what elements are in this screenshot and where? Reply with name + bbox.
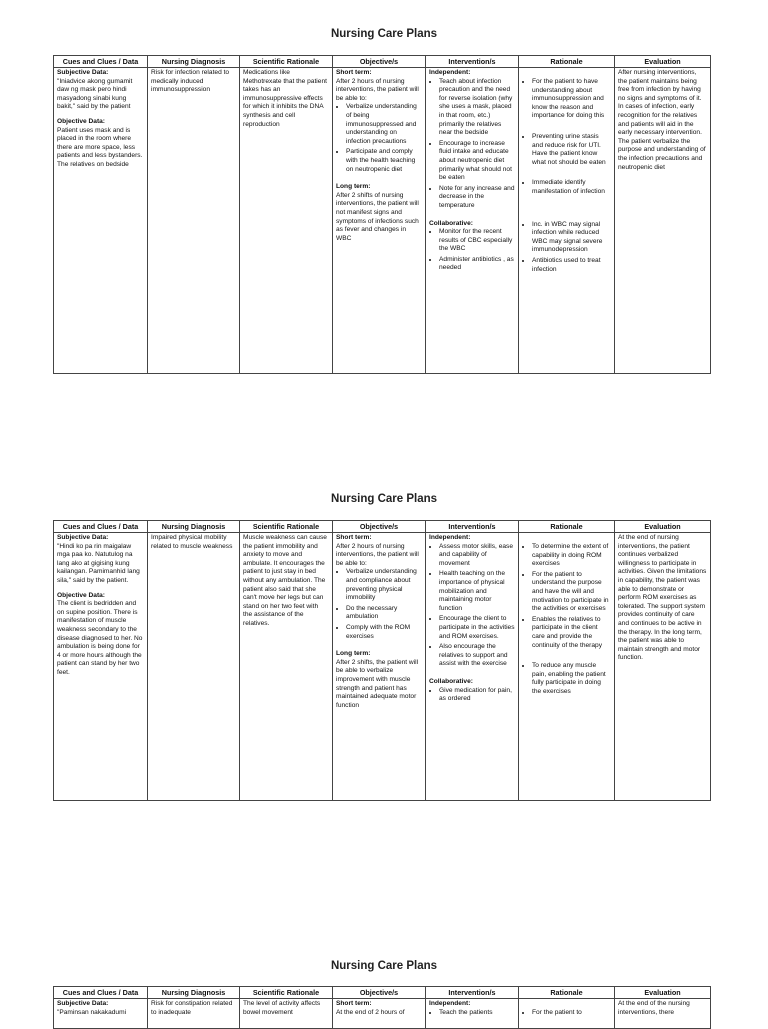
- independent-label: Independent:: [429, 69, 471, 76]
- list-item: • Verbalize understanding of being immunosuppressed and understanding on infection precautions: [346, 103, 422, 146]
- list-item: • Participate and comply with the health teaching on neutropenic diet: [346, 148, 422, 174]
- header-scientific-rationale: Scientific Rationale: [240, 987, 333, 999]
- list-item: • Immediate identify manifestation of infection: [532, 179, 611, 196]
- header-diagnosis: Nursing Diagnosis: [148, 56, 240, 68]
- short-term-label: Short term:: [336, 1000, 372, 1007]
- subjective-text: "Hindi ko pa rin maigalaw mga paa ko. Natutulog na lang ako at gigising kung kailangan. Pamimanhid lang sila," said by the patient.: [57, 542, 140, 584]
- header-diagnosis: Nursing Diagnosis: [148, 987, 240, 999]
- care-plan-table: [53, 986, 711, 1029]
- header-scientific-rationale: Scientific Rationale: [240, 56, 333, 68]
- list-item: • To determine the extent of capability in doing ROM exercises: [532, 543, 611, 569]
- header-diagnosis: Nursing Diagnosis: [148, 521, 240, 533]
- list-item: • Antibiotics used to treat infection: [532, 257, 611, 274]
- list-item: • Monitor for the recent results of CBC especially the WBC: [439, 228, 515, 254]
- page-title: Nursing Care Plans: [330, 28, 438, 40]
- objectives-cell: [333, 999, 426, 1029]
- page-title: Nursing Care Plans: [330, 493, 438, 505]
- objectives-cell: [333, 68, 426, 374]
- header-scientific-rationale: Scientific Rationale: [240, 521, 333, 533]
- table-row: [54, 999, 711, 1029]
- list-item: • For the patient to have understanding about immunosuppression and know the reason and importance for doing this: [532, 78, 611, 121]
- long-term-text: After 2 shifts, the patient will be able to verbalize improvement with muscle strength and patient has maintained adequate motor function: [336, 658, 419, 709]
- header-objectives: Objective/s: [333, 56, 426, 68]
- scientific-rationale-cell: Muscle weakness can cause the patient immobility and anxiety to move and ambulate. It encourages the patient to just stay in bed without any ambulation. The patient also said that she can't move her legs but can stand on her two feet with the assistance of the relatives.: [240, 533, 333, 801]
- header-evaluation: Evaluation: [615, 56, 711, 68]
- short-term-text: After 2 hours of nursing interventions, the patient will be able to:: [336, 77, 419, 102]
- list-item: • Do the necessary ambulation: [346, 605, 422, 622]
- rationale-cell: [519, 533, 615, 801]
- short-term-label: Short term:: [336, 534, 372, 541]
- list-item: • Enables the relatives to participate in the client care and provide the continuity of the therapy: [532, 616, 611, 650]
- list-item: • Preventing urine stasis and reduce risk for UTI. Have the patient know what not should be eaten: [532, 133, 611, 167]
- interventions-cell: [426, 68, 519, 374]
- objective-text: The client is bedridden and on supine position. There is manifestation of muscle weakness secondary to the disease diagnosed to her. No ambulation is being done for 4 or more hours although the patient can stand by her two feet.: [57, 600, 143, 676]
- header-cues: Cues and Clues / Data: [54, 56, 148, 68]
- list-item: • To reduce any muscle pain, enabling the patient fully participate in doing the exercises: [532, 662, 611, 696]
- short-term-text: At the end of 2 hours of: [336, 1008, 405, 1016]
- diagnosis-cell: Impaired physical mobility related to muscle weakness: [148, 533, 240, 801]
- header-rationale: Rationale: [519, 56, 615, 68]
- objectives-cell: [333, 533, 426, 801]
- collaborative-label: Collaborative:: [429, 677, 473, 685]
- header-cues: Cues and Clues / Data: [54, 521, 148, 533]
- list-item: • Encourage the client to participate in the activities and ROM exercises.: [439, 615, 515, 641]
- table-row: [54, 533, 711, 801]
- subjective-label: Subjective Data:: [57, 1000, 109, 1007]
- list-item: • Give medication for pain, as ordered: [439, 687, 515, 704]
- evaluation-text-2: In cases of infection, early recognition for the relatives and patients will aid in the early necessary intervention. The patient verbalize the purpose and understanding of the infection precautions and neutropenic diet: [618, 103, 706, 171]
- rationale-cell: [519, 68, 615, 374]
- list-item: • Encourage to increase fluid intake and educate about neutropenic diet primarily what should not be eaten: [439, 140, 515, 183]
- header-evaluation: Evaluation: [615, 987, 711, 999]
- independent-label: Independent:: [429, 1000, 471, 1007]
- long-term-label: Long term:: [336, 650, 371, 658]
- objective-text: Patient uses mask and is placed in the room where there are more space, less patients and less bystanders. The relatives on bedside: [57, 126, 143, 168]
- list-item: • Verbalize understanding and compliance about preventing physical immobility: [346, 568, 422, 602]
- short-term-label: Short term:: [336, 69, 372, 76]
- objective-label: Objective Data:: [57, 117, 106, 125]
- list-item: • Comply with the ROM exercises: [346, 624, 422, 641]
- table-header-row: [54, 987, 711, 999]
- list-item: • Inc. in WBC may signal infection while reduced WBC may signal severe immunodepression: [532, 221, 611, 255]
- header-cues: Cues and Clues / Data: [54, 987, 148, 999]
- collaborative-label: Collaborative:: [429, 219, 473, 227]
- subjective-label: Subjective Data:: [57, 534, 109, 541]
- list-item: • Health teaching on the importance of physical mobilization and maintaining motor function: [439, 570, 515, 613]
- cues-cell: [54, 533, 148, 801]
- table-header-row: [54, 56, 711, 68]
- evaluation-cell: At the end of nursing interventions, the patient continues verbalized willingness to participate in activities. Given the limitations in capability, the patient was able to demonstrate or perform ROM exercises as tolerated. The support system provides continuity of care and continues to be active in the therapy. In the long term, the patient was able to maintain strength and motor function.: [615, 533, 711, 801]
- list-item: • Administer antibiotics , as needed: [439, 256, 515, 273]
- header-evaluation: Evaluation: [615, 521, 711, 533]
- list-item: • For the patient to understand the purpose and have the will and motivation to participate in the activities or exercises: [532, 571, 611, 614]
- header-rationale: Rationale: [519, 521, 615, 533]
- interventions-cell: [426, 999, 519, 1029]
- long-term-text: After 2 shifts of nursing interventions, the patient will not manifest signs and symptoms of infections such as fever and changes in WBC: [336, 191, 419, 242]
- rationale-cell: [519, 999, 615, 1029]
- evaluation-text: After nursing interventions, the patient maintains being free from infection by having no signs and symptoms of it.: [618, 69, 702, 102]
- subjective-text: "Paminsan nakakadumi: [57, 1008, 127, 1016]
- evaluation-cell: [615, 68, 711, 374]
- list-item: • Assess motor skills, ease and capability of movement: [439, 543, 515, 569]
- header-interventions: Intervention/s: [426, 56, 519, 68]
- header-objectives: Objective/s: [333, 987, 426, 999]
- list-item: • For the patient to: [532, 1009, 611, 1018]
- scientific-rationale-cell: The level of activity affects bowel movement: [240, 999, 333, 1029]
- diagnosis-cell: Risk for infection related to medically induced immunosuppression: [148, 68, 240, 374]
- header-interventions: Intervention/s: [426, 521, 519, 533]
- independent-label: Independent:: [429, 534, 471, 541]
- evaluation-cell: At the end of the nursing interventions, there: [615, 999, 711, 1029]
- diagnosis-cell: Risk for constipation related to inadequate: [148, 999, 240, 1029]
- cues-cell: [54, 999, 148, 1029]
- header-rationale: Rationale: [519, 987, 615, 999]
- list-item: • Also encourage the relatives to support and assist with the exercise: [439, 643, 515, 669]
- short-term-text: After 2 hours of nursing interventions, the patient will be able to:: [336, 542, 419, 567]
- subjective-label: Subjective Data:: [57, 69, 109, 76]
- objective-label: Objective Data:: [57, 591, 106, 599]
- subjective-text: "Iniadvice akong gumamit daw ng mask pero hindi masyadong sinabi kung bakit," said by the patient: [57, 77, 133, 111]
- list-item: • Note for any increase and decrease in the temperature: [439, 185, 515, 211]
- table-header-row: [54, 521, 711, 533]
- cues-cell: [54, 68, 148, 374]
- header-interventions: Intervention/s: [426, 987, 519, 999]
- list-item: • Teach about infection precaution and the need for reverse isolation (why she uses a mask, placed in that room, etc.) primarily the relatives near the bedside: [439, 78, 515, 138]
- header-objectives: Objective/s: [333, 521, 426, 533]
- page-title: Nursing Care Plans: [330, 960, 438, 972]
- long-term-label: Long term:: [336, 183, 371, 191]
- list-item: • Teach the patients: [439, 1009, 515, 1018]
- care-plan-table: [53, 55, 711, 374]
- interventions-cell: [426, 533, 519, 801]
- scientific-rationale-cell: Medications like Methotrexate that the patient takes has an immunosuppressive effects for which it inhibits the DNA synthesis and cell reproduction: [240, 68, 333, 374]
- care-plan-table: [53, 520, 711, 801]
- table-row: [54, 68, 711, 374]
